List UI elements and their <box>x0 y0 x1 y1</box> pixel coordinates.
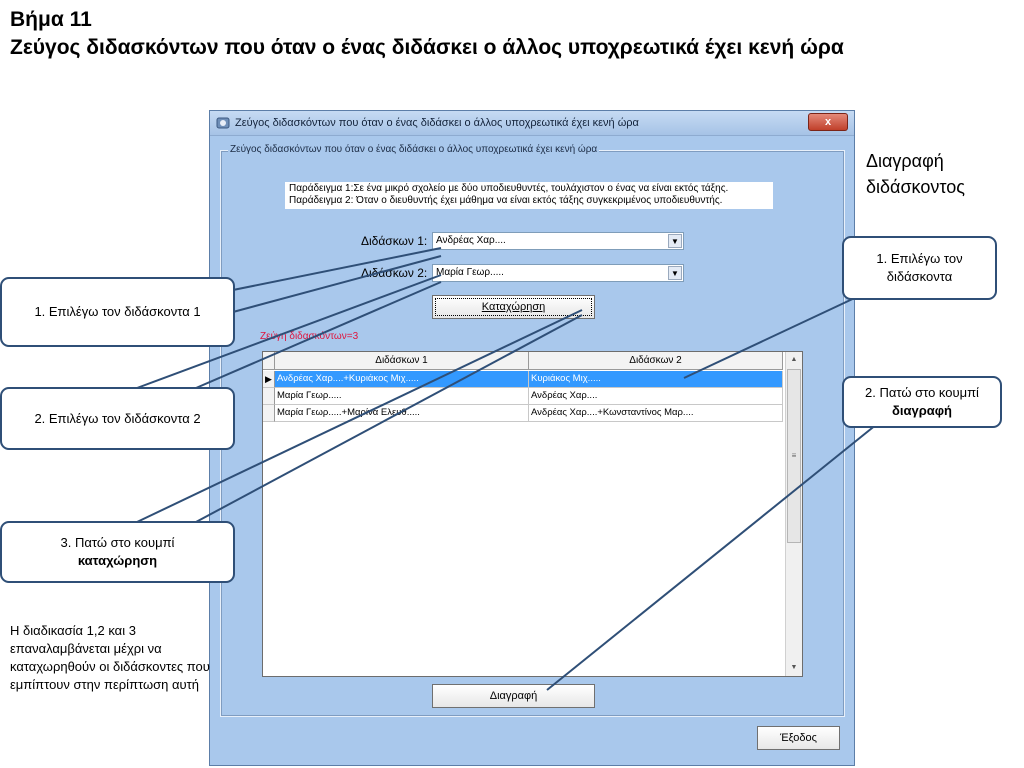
app-icon <box>216 116 230 130</box>
grid-header-teacher1[interactable]: Διδάσκων 1 <box>275 352 529 370</box>
scroll-thumb[interactable]: ≡ <box>787 369 801 543</box>
chevron-down-icon[interactable]: ▼ <box>668 234 682 248</box>
callout-text: 1. Επιλέγω τον διδάσκοντα 1 <box>34 304 201 319</box>
callout-bold-text: διαγραφή <box>892 403 952 418</box>
teacher2-combo-value: Μαρία Γεωρ..... <box>436 267 504 278</box>
window-title: Ζεύγος διδασκόντων που όταν ο ένας διδάσκει ο άλλος υποχρεωτικά έχει κενή ώρα <box>235 117 639 129</box>
example-textbox <box>285 182 773 209</box>
scroll-up-icon[interactable]: ▲ <box>790 356 798 363</box>
teacher1-combo-value: Ανδρέας Χαρ.... <box>436 235 506 246</box>
pairs-grid[interactable] <box>262 351 803 677</box>
scroll-down-icon[interactable]: ▼ <box>790 664 798 671</box>
callout-select-teacher2 <box>0 387 235 450</box>
window-titlebar[interactable] <box>210 111 854 136</box>
table-row[interactable] <box>263 371 781 388</box>
exit-button[interactable]: Έξοδος <box>757 726 840 750</box>
row-selector <box>263 405 275 422</box>
delete-button[interactable]: Διαγραφή <box>432 684 595 708</box>
row-selector <box>263 388 275 405</box>
callout-press-delete <box>842 376 1002 428</box>
row-pointer-icon: ▶ <box>263 371 275 388</box>
side-title: Διαγραφή διδάσκοντος <box>866 151 965 197</box>
callout-select-teacher <box>842 236 997 300</box>
table-cell[interactable]: Ανδρέας Χαρ....+Κυριάκος Μιχ..... <box>275 371 529 388</box>
table-cell[interactable]: Ανδρέας Χαρ....+Κωνσταντίνος Μαρ.... <box>529 405 783 422</box>
pairs-count: Ζεύγη διδασκόντων=3 <box>260 331 359 342</box>
table-cell[interactable]: Μαρία Γεωρ.....+Μαρίνα Ελευθ..... <box>275 405 529 422</box>
table-cell[interactable]: Μαρία Γεωρ..... <box>275 388 529 405</box>
window-close-button[interactable]: x <box>808 113 848 131</box>
teacher1-combo[interactable] <box>432 232 684 250</box>
teacher1-label: Διδάσκων 1: <box>361 234 428 248</box>
teacher2-combo[interactable] <box>432 264 684 282</box>
callout-text: 3. Πατώ στο κουμπί <box>60 535 175 550</box>
slide-title <box>10 6 844 62</box>
grid-scrollbar[interactable] <box>785 352 802 676</box>
grid-header-teacher2[interactable]: Διδάσκων 2 <box>529 352 783 370</box>
table-row[interactable] <box>263 405 781 422</box>
callout-bold-text: καταχώρηση <box>77 553 158 568</box>
slide-title-description: Ζεύγος διδασκόντων που όταν ο ένας διδάσκει ο άλλος υποχρεωτικά έχει κενή ώρα <box>10 36 844 59</box>
procedure-note: Η διαδικασία 1,2 και 3 επαναλαμβάνεται μέχρι να καταχωρηθούν οι διδάσκοντες που εμπίπτουν στην περίπτωση αυτή <box>10 623 210 692</box>
callout-text: 2. Πατώ στο κουμπί <box>865 385 979 400</box>
table-cell[interactable]: Κυριάκος Μιχ..... <box>529 371 783 388</box>
grid-corner <box>263 352 275 370</box>
example-line-2: Παράδειγμα 2: Όταν ο διευθυντής έχει μάθημα να είναι εκτός τάξης συγκεκριμένος υποδιευθυντής. <box>289 195 723 206</box>
callout-text: 1. Επιλέγω τον διδάσκοντα <box>876 251 963 284</box>
chevron-down-icon[interactable]: ▼ <box>668 266 682 280</box>
table-cell[interactable]: Ανδρέας Χαρ.... <box>529 388 783 405</box>
register-button-label: Καταχώρηση <box>481 301 546 313</box>
slide-title-step: Βήμα 11 <box>10 8 92 31</box>
callout-text: 2. Επιλέγω τον διδάσκοντα 2 <box>34 410 201 426</box>
register-button[interactable] <box>432 295 595 319</box>
example-line-1: Παράδειγμα 1:Σε ένα μικρό σχολείο με δύο υποδιευθυντές, τουλάχιστον ο ένας να είναι εκτός τάξης. <box>289 183 729 194</box>
group-legend: Ζεύγος διδασκόντων που όταν ο ένας διδάσκει ο άλλος υποχρεωτικά έχει κενή ώρα <box>230 144 598 155</box>
table-row[interactable] <box>263 388 781 405</box>
callout-select-teacher1 <box>0 277 235 347</box>
callout-press-register <box>0 521 235 583</box>
teacher2-label: Διδάσκων 2: <box>361 266 428 280</box>
